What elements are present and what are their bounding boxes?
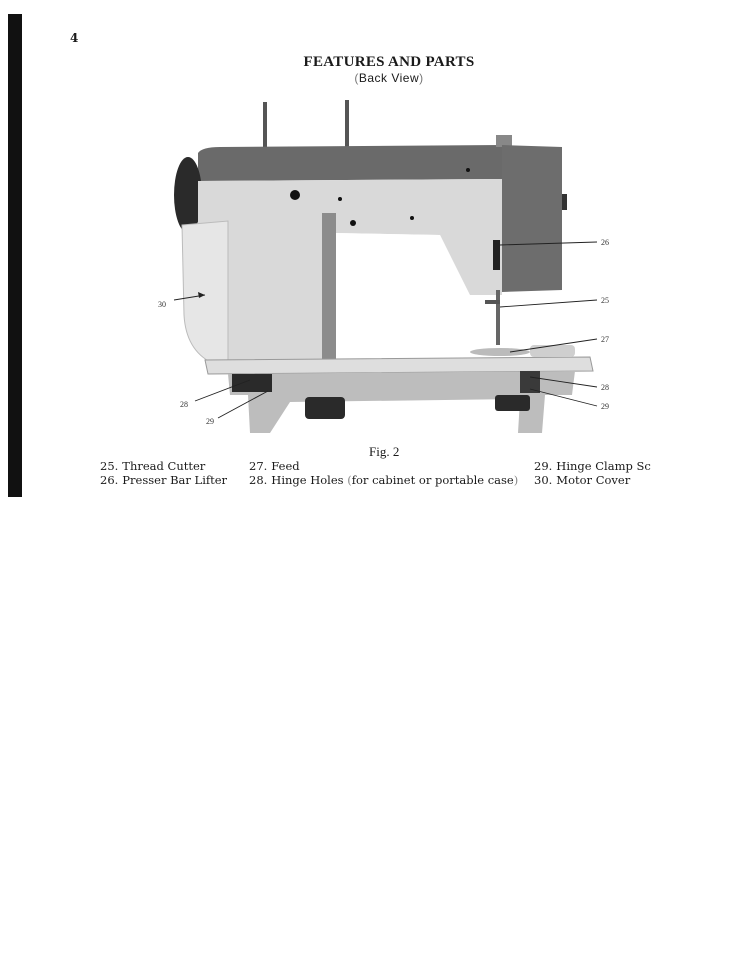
feed-plate (470, 348, 530, 356)
callout-28-right: 28 (601, 383, 609, 392)
base-bracket-right (495, 395, 530, 411)
spool-pin-right (345, 100, 349, 150)
arm-hole-5 (466, 168, 470, 172)
motor-cover (182, 221, 228, 363)
part-number: 29. (534, 459, 553, 473)
spool-pin-left (263, 102, 267, 152)
subtitle-open-paren: ( (354, 71, 359, 85)
part-number: 30. (534, 473, 553, 487)
part-label: Presser Bar Lifter (122, 473, 228, 487)
callout-26: 26 (601, 238, 609, 247)
part-note: for cabinet or portable case (351, 473, 514, 487)
callout-29-right: 29 (601, 402, 609, 411)
machine-head (502, 145, 562, 292)
part-item-30 (534, 473, 630, 487)
part-label: Feed (271, 459, 300, 473)
needle-bar (496, 290, 500, 345)
handwheel (174, 157, 202, 233)
page-number: 4 (70, 31, 79, 45)
base-bracket-left (305, 397, 345, 419)
arm-hole-2 (338, 197, 342, 201)
binding-edge (8, 14, 22, 497)
part-item-27 (249, 459, 300, 473)
head-knob (562, 194, 567, 210)
sewing-machine-illustration (150, 95, 630, 440)
page-title: FEATURES AND PARTS (303, 54, 475, 70)
presser-bar-lifter (493, 240, 500, 270)
parts-list (0, 459, 738, 493)
part-number: 28. (249, 473, 268, 487)
callout-28-left: 28 (180, 400, 188, 409)
subtitle-text: Back View (358, 71, 420, 85)
arm-hole-3 (350, 220, 356, 226)
part-note-open: ( (347, 473, 352, 487)
slide-plate (530, 345, 575, 357)
thread-cutter (485, 300, 500, 304)
pillar-shadow (322, 213, 336, 363)
hinge-right (520, 371, 540, 393)
callout-25: 25 (601, 296, 609, 305)
part-item-25 (100, 459, 205, 473)
arm-hole-1 (290, 190, 300, 200)
machine-top-arm (198, 145, 502, 181)
part-note-close: ) (513, 473, 519, 487)
hinge-left (232, 374, 272, 392)
callout-27: 27 (601, 335, 609, 344)
callout-29-left: 29 (206, 417, 214, 426)
part-item-26 (100, 473, 227, 487)
part-label: Hinge Holes (271, 473, 344, 487)
part-label: Motor Cover (556, 473, 631, 487)
subtitle-close-paren: ) (419, 71, 424, 85)
part-label: Hinge Clamp Sc (556, 459, 651, 473)
callout-30: 30 (158, 300, 166, 309)
part-item-29 (534, 459, 651, 473)
page-subtitle (0, 71, 738, 85)
part-label: Thread Cutter (122, 459, 206, 473)
part-number: 26. (100, 473, 119, 487)
figure-caption: Fig. 2 (369, 444, 400, 459)
part-item-28 (249, 473, 518, 487)
part-number: 27. (249, 459, 268, 473)
part-number: 25. (100, 459, 119, 473)
arm-hole-4 (410, 216, 414, 220)
